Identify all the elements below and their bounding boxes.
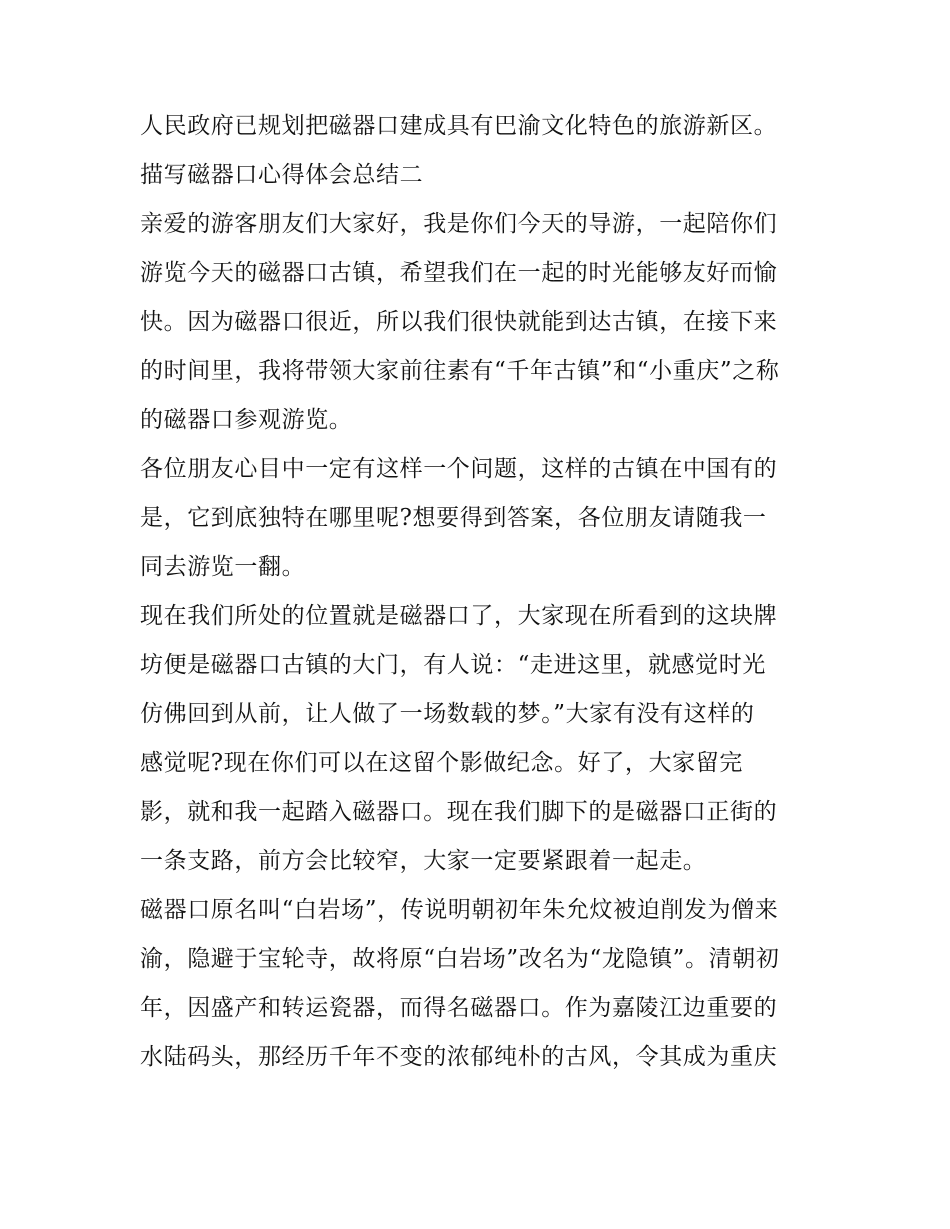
text-line: 磁器口原名叫“白岩场”，传说明朝初年朱允炆被迫削发为僧来 — [140, 897, 779, 923]
text-line: 是，它到底独特在哪里呢?想要得到答案，各位朋友请随我一 — [140, 505, 767, 531]
text-line: 渝，隐避于宝轮寺，故将原“白岩场”改名为“龙隐镇”。清朝初 — [140, 946, 780, 972]
text-line: 现在我们所处的位置就是磁器口了，大家现在所看到的这块牌 — [140, 603, 778, 629]
text-line: 影，就和我一起踏入磁器口。现在我们脚下的是磁器口正街的 — [140, 799, 778, 825]
text-line: 亲爱的游客朋友们大家好，我是你们今天的导游，一起陪你们 — [140, 211, 778, 237]
text-line: 感觉呢?现在你们可以在这留个影做纪念。好了，大家留完 — [140, 750, 743, 776]
text-line: 快。因为磁器口很近，所以我们很快就能到达古镇，在接下来 — [140, 309, 778, 335]
section-heading: 描写磁器口心得体会总结二 — [140, 162, 424, 188]
text-line: 坊便是磁器口古镇的大门，有人说：“走进这里，就感觉时光 — [140, 652, 766, 678]
text-line: 的时间里，我将带领大家前往素有“千年古镇”和“小重庆”之称 — [140, 358, 780, 384]
text-line: 人民政府已规划把磁器口建成具有巴渝文化特色的旅游新区。 — [140, 113, 778, 139]
document-body — [140, 102, 820, 1082]
text-line: 年，因盛产和转运瓷器，而得名磁器口。作为嘉陵江边重要的 — [140, 995, 778, 1021]
text-line: 各位朋友心目中一定有这样一个问题，这样的古镇在中国有的 — [140, 456, 778, 482]
text-line: 仿佛回到从前，让人做了一场数载的梦。”大家有没有这样的 — [140, 701, 755, 727]
text-line: 同去游览一翻。 — [140, 554, 306, 580]
text-line: 游览今天的磁器口古镇，希望我们在一起的时光能够友好而愉 — [140, 260, 778, 286]
text-line: 一条支路，前方会比较窄，大家一定要紧跟着一起走。 — [140, 848, 707, 874]
text-line: 水陆码头，那经历千年不变的浓郁纯朴的古风，令其成为重庆 — [140, 1044, 778, 1070]
text-line: 的磁器口参观游览。 — [140, 407, 353, 433]
